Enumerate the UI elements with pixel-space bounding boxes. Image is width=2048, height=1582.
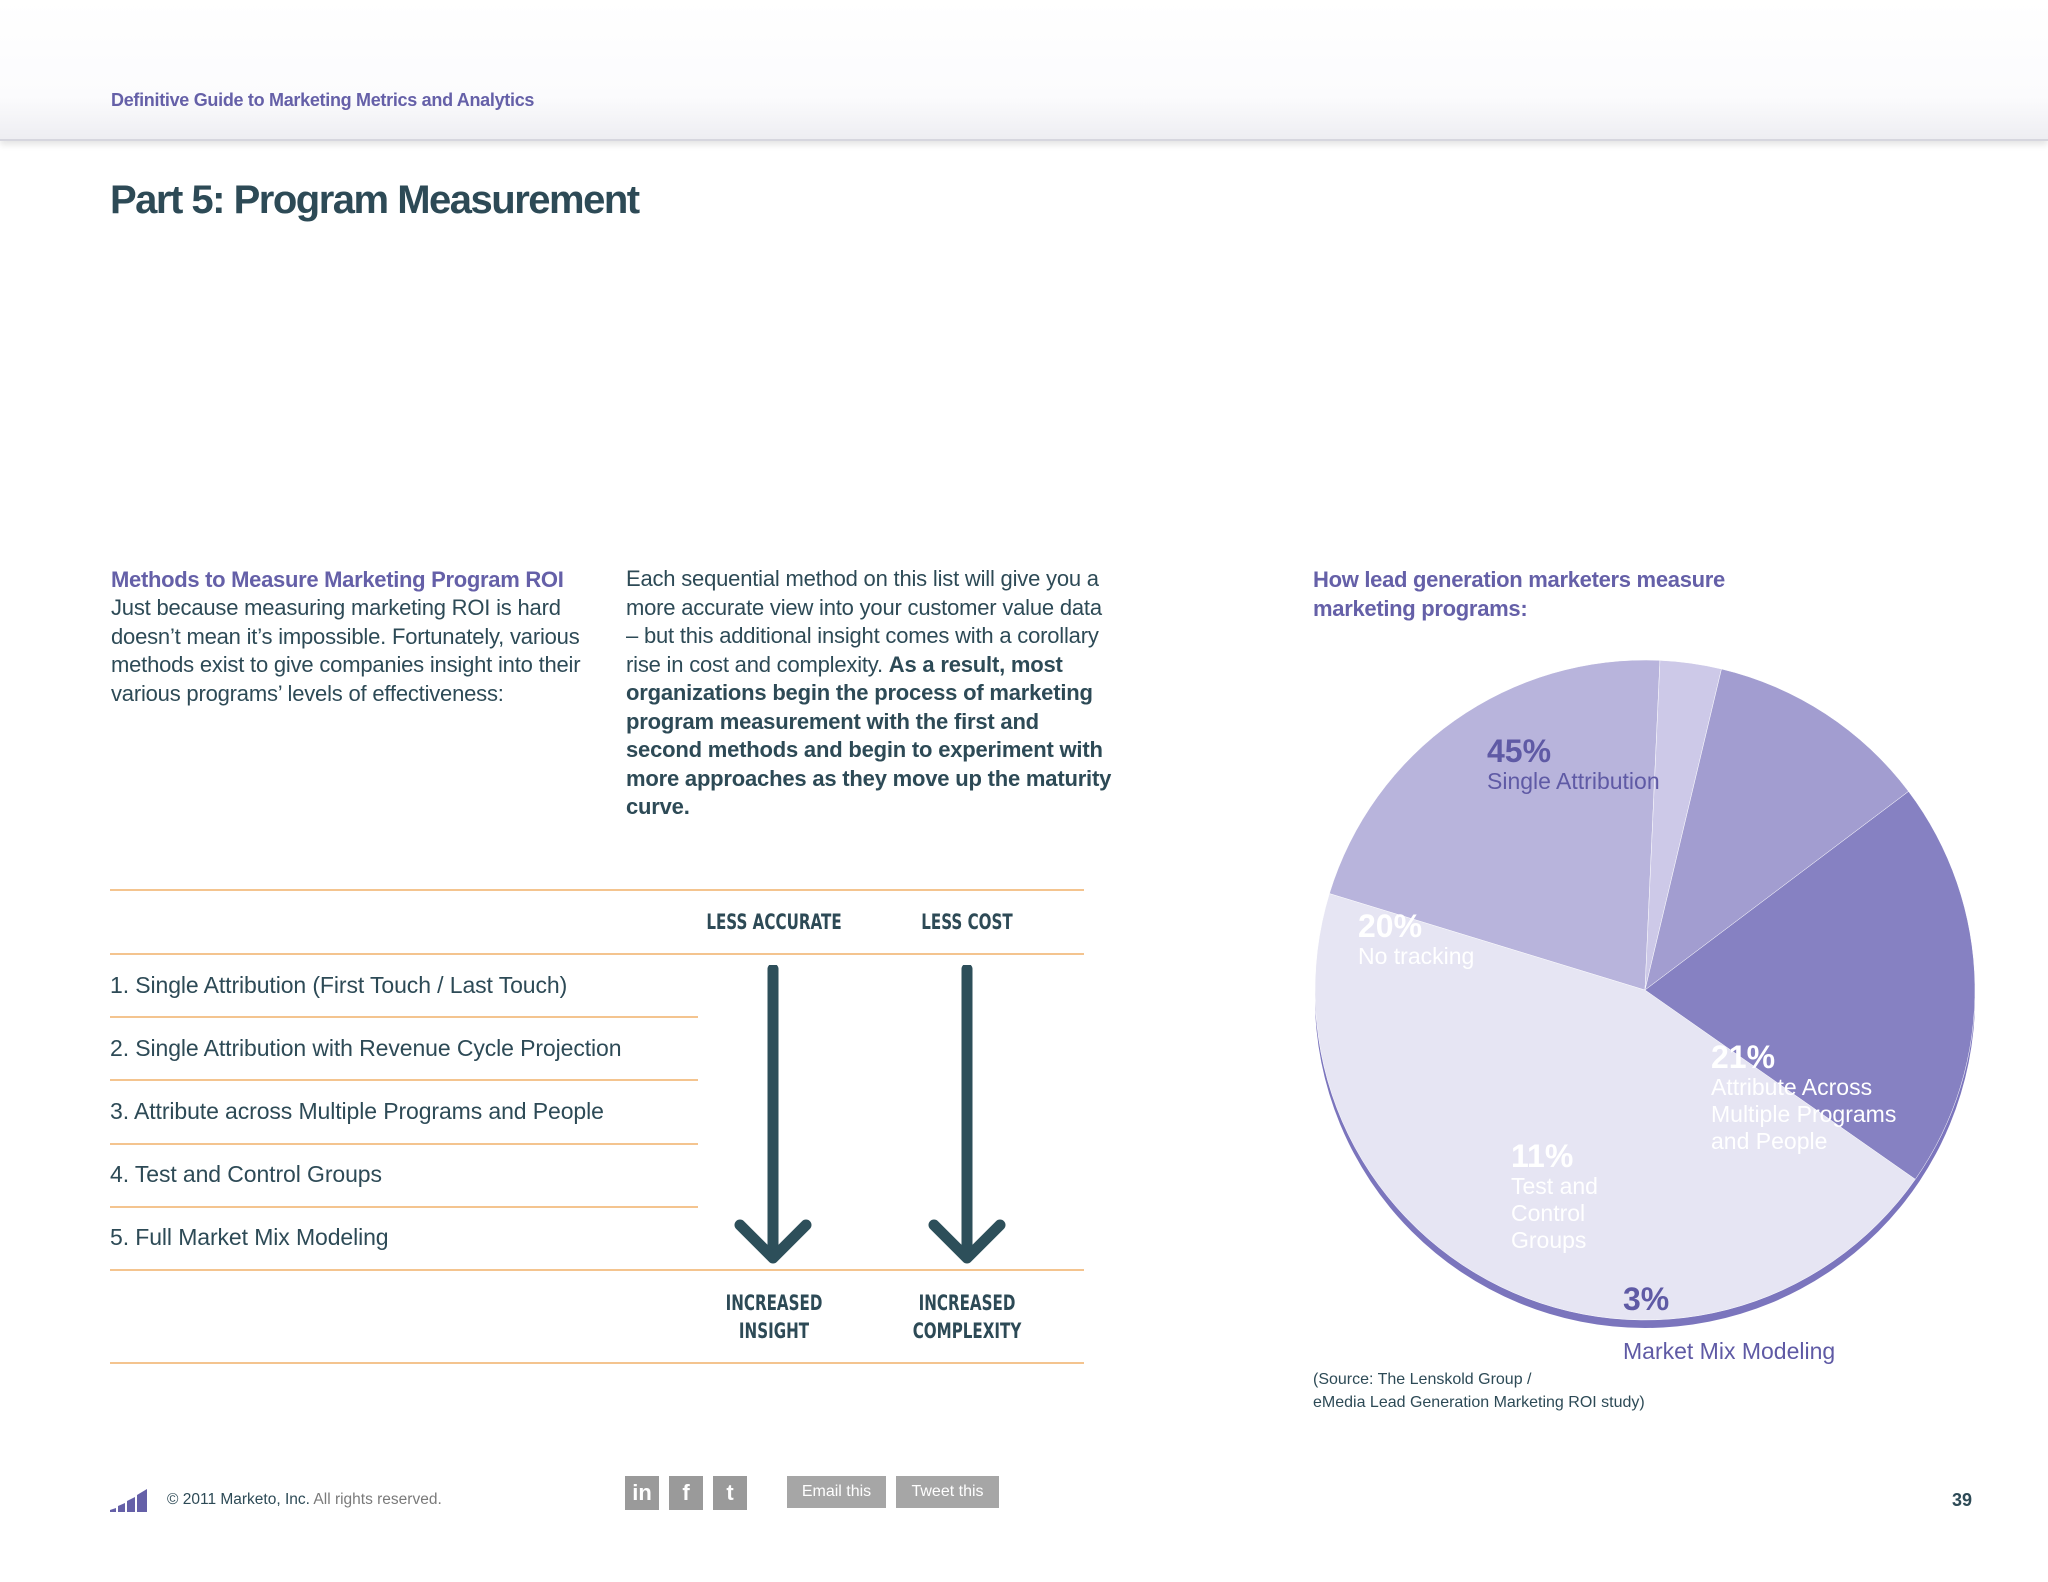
guide-title: Definitive Guide to Marketing Metrics and Analytics	[111, 90, 535, 110]
copyright-rest: All rights reserved.	[313, 1491, 442, 1508]
increased-complexity-line2: COMPLEXITY	[912, 1319, 1022, 1343]
table-rule-row-2	[110, 1079, 698, 1081]
methods-intro-text: Just because measuring marketing ROI is hard doesn’t mean it’s impossible. Fortunately, various methods exist to give companies insight into their various programs’ levels of effectiveness:	[111, 595, 581, 706]
pie-pct-market-mix	[1623, 1282, 1669, 1316]
source-line-2: eMedia Lead Generation Marketing ROI study)	[1313, 1394, 1645, 1411]
pie-label-market-mix: Market Mix Modeling	[1623, 1338, 1836, 1364]
pie-text-multi-3: and People	[1711, 1128, 1828, 1154]
source-note	[1313, 1368, 1645, 1414]
pie-pct-test: 11%	[1511, 1138, 1574, 1174]
tweet-this-button[interactable]: Tweet this	[896, 1476, 999, 1508]
source-line-1: (Source: The Lenskold Group /	[1313, 1371, 1532, 1388]
increased-insight-line1: INCREASED	[725, 1291, 823, 1315]
increased-complexity-label	[895, 1289, 1039, 1345]
table-rule-bottom	[110, 1362, 1084, 1364]
page-title: Part 5: Program Measurement	[110, 178, 639, 222]
twitter-icon[interactable]: t	[713, 1476, 747, 1510]
page-number: 39	[1952, 1490, 1973, 1510]
pie-text-test-1: Test and	[1511, 1173, 1598, 1199]
down-arrows	[730, 965, 1030, 1270]
table-rule-row-1	[110, 1016, 698, 1018]
increased-insight-line2: INSIGHT	[738, 1319, 810, 1343]
pie-pct-mix: 3%	[1623, 1281, 1670, 1317]
arrow-down-icon	[740, 969, 806, 1258]
linkedin-icon[interactable]: in	[625, 1476, 659, 1510]
pie-text-single: Single Attribution	[1487, 768, 1660, 794]
method-item-1: 1. Single Attribution (First Touch / Last Touch)	[110, 972, 568, 998]
method-item-5: 5. Full Market Mix Modeling	[110, 1224, 389, 1250]
table-rule-top	[110, 889, 1084, 891]
less-cost-header: LESS COST	[921, 910, 1013, 934]
chart-title: How lead generation marketers measure marketing programs:	[1313, 567, 1725, 621]
pie-label-no-tracking	[1358, 909, 1474, 970]
method-item-4: 4. Test and Control Groups	[110, 1161, 382, 1187]
method-item-3: 3. Attribute across Multiple Programs and People	[110, 1098, 604, 1124]
pie-label-single-attribution	[1487, 734, 1660, 795]
facebook-icon[interactable]: f	[669, 1476, 703, 1510]
method-item-2: 2. Single Attribution with Revenue Cycle Projection	[110, 1035, 622, 1061]
copyright-main: © 2011 Marketo, Inc.	[167, 1491, 310, 1508]
sequential-method-plain: Each sequential method on this list will give you a more accurate view into your customer value data – but this additional insight comes with a corollary rise in cost and complexity.	[626, 566, 1102, 677]
email-this-button[interactable]: Email this	[787, 1476, 886, 1508]
pie-pct-multi: 21%	[1711, 1039, 1776, 1075]
pie-text-multi-2: Multiple Programs	[1711, 1101, 1897, 1127]
pie-pct-notrack: 20%	[1358, 908, 1423, 944]
pie-text-notrack: No tracking	[1358, 943, 1475, 969]
marketo-logo-icon	[110, 1488, 150, 1512]
pie-text-test-3: Groups	[1511, 1227, 1587, 1253]
methods-heading: Methods to Measure Marketing Program ROI	[111, 567, 564, 592]
sequential-method-text	[626, 565, 1116, 822]
table-rule-header	[110, 953, 1084, 955]
table-rule-row-4	[110, 1206, 698, 1208]
header-bar	[0, 0, 2048, 141]
arrow-down-icon	[934, 969, 1000, 1258]
pie-label-test-control	[1511, 1139, 1598, 1254]
table-rule-row-3	[110, 1143, 698, 1145]
pie-pct-single: 45%	[1487, 733, 1552, 769]
increased-insight-label	[702, 1289, 846, 1345]
less-accurate-header: LESS ACCURATE	[706, 910, 842, 934]
pie-text-multi-1: Attribute Across	[1711, 1074, 1873, 1100]
copyright	[167, 1491, 442, 1509]
increased-complexity-line1: INCREASED	[918, 1291, 1016, 1315]
pie-text-test-2: Control	[1511, 1200, 1586, 1226]
sequential-method-bold: As a result, most organizations begin the process of marketing program measurement with the first and second methods and begin to experiment with more approaches as they move up the maturity curve.	[626, 651, 1112, 819]
pie-label-multiple-programs	[1711, 1040, 1896, 1155]
